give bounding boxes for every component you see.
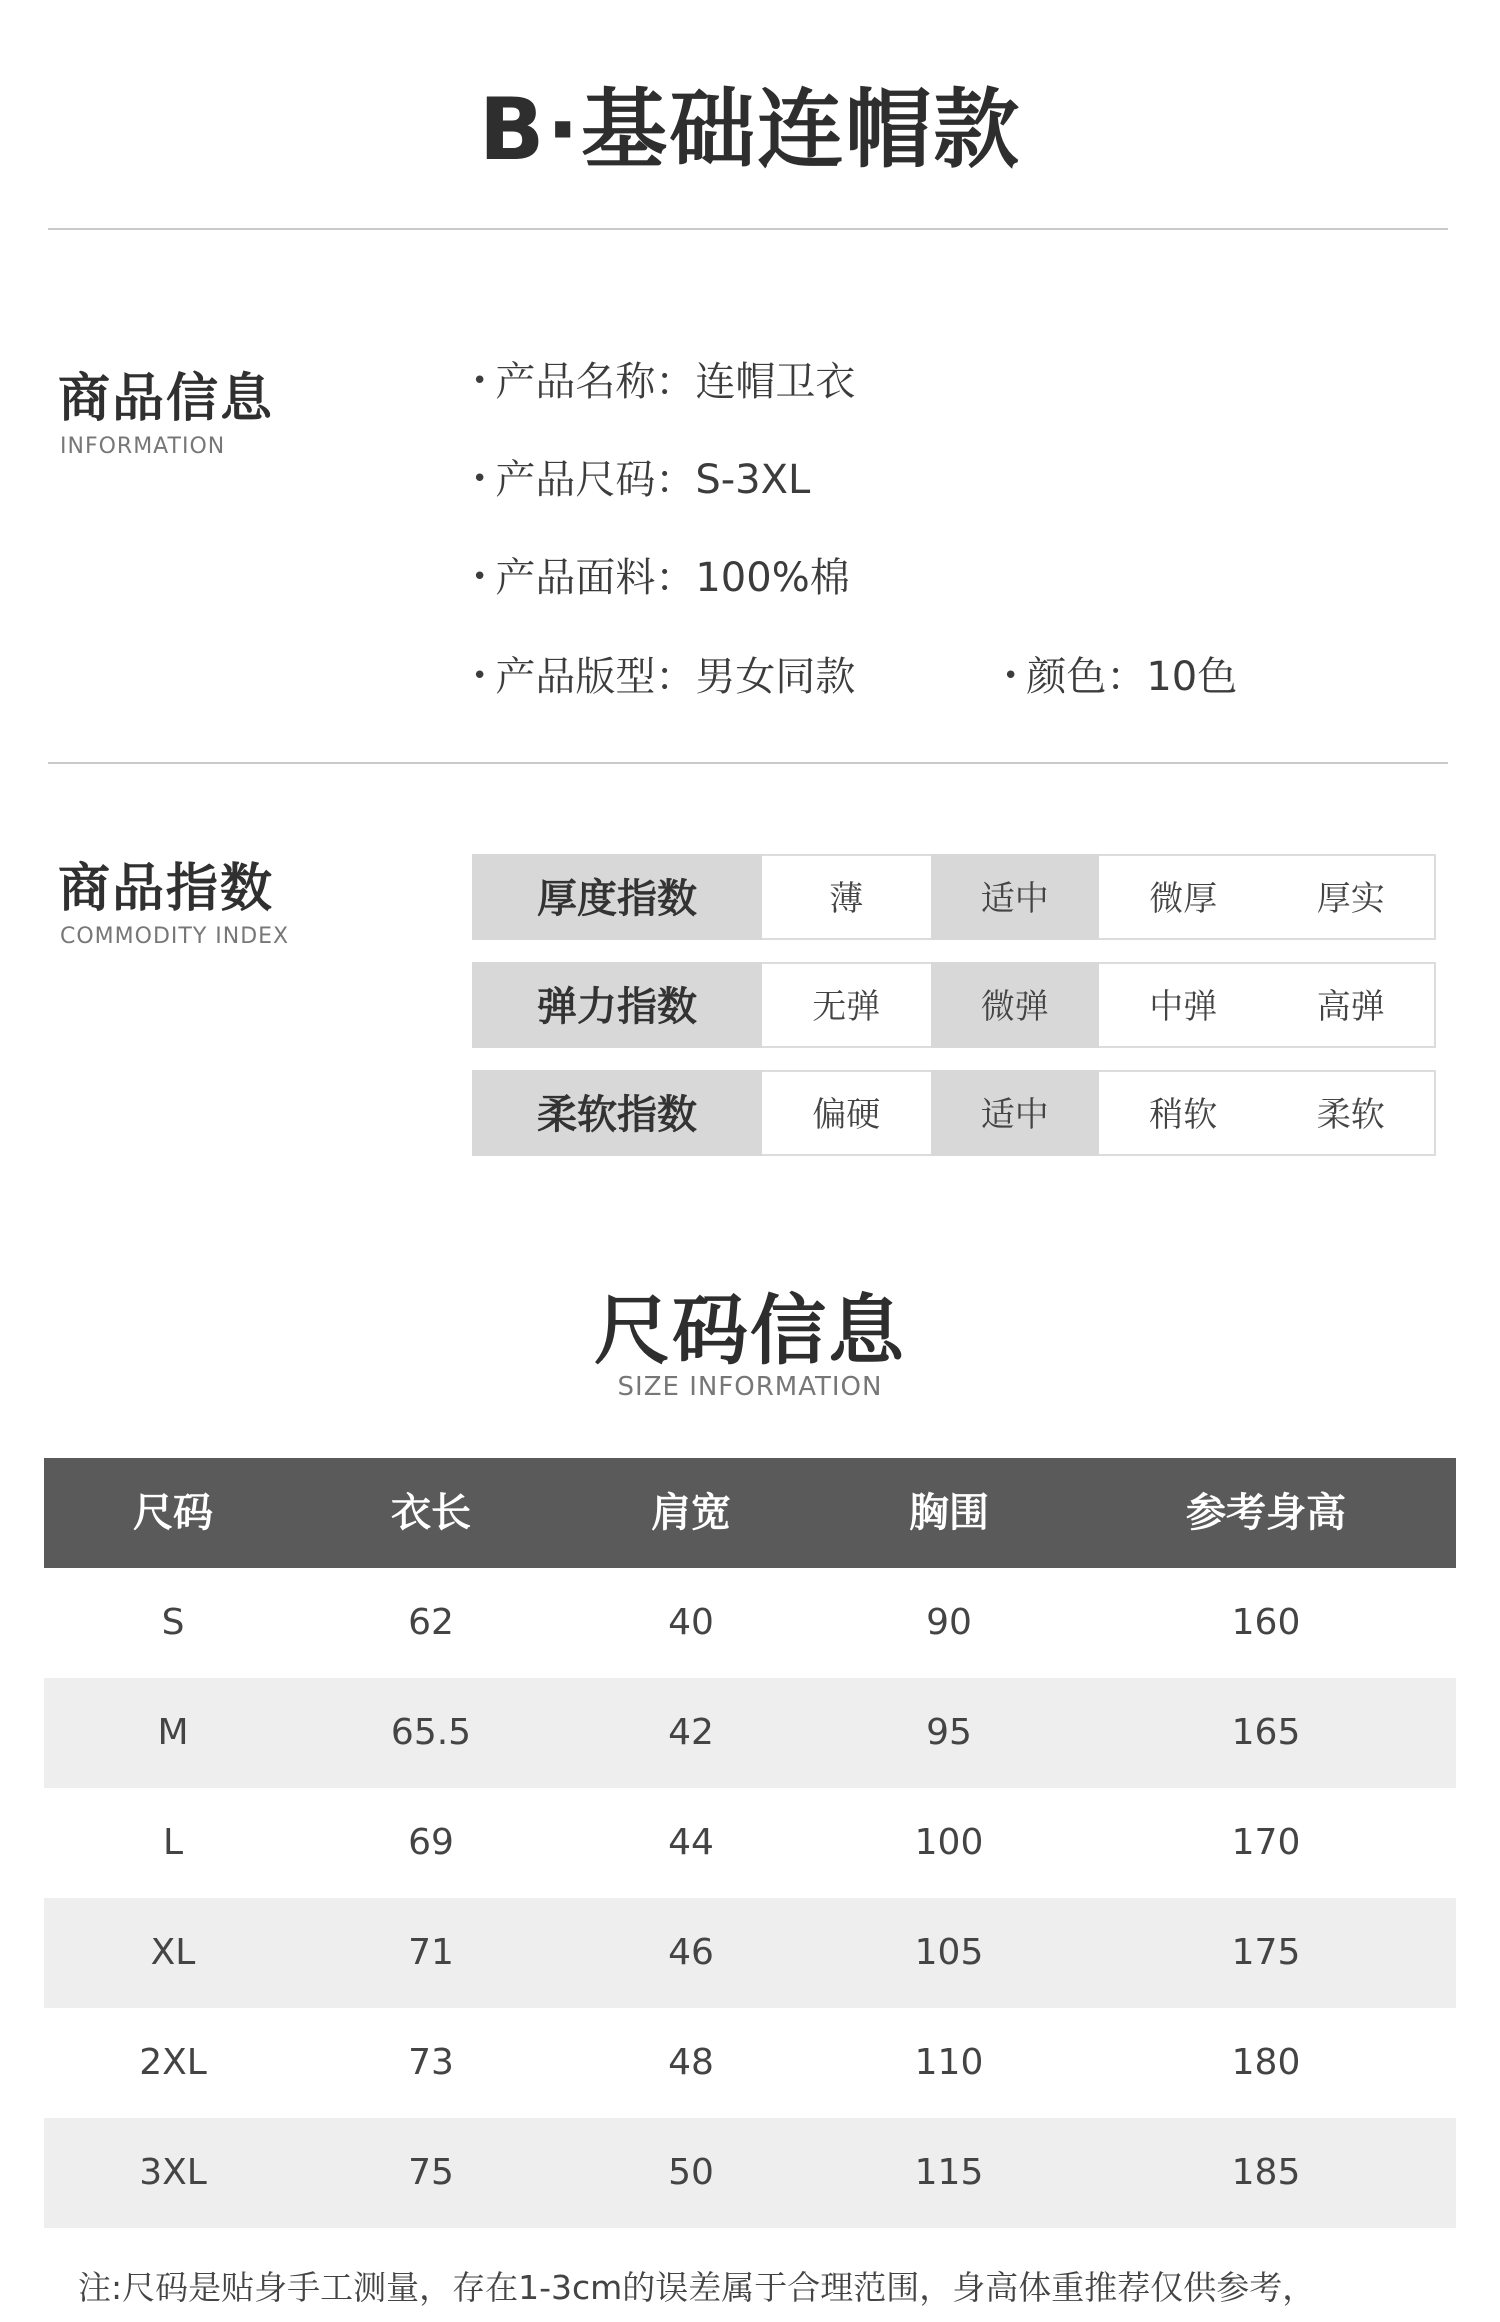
table-row xyxy=(44,1898,1456,2008)
table-row xyxy=(44,2118,1456,2228)
column-header: 肩宽 xyxy=(651,1490,731,1536)
size-table-body xyxy=(44,1568,1456,2228)
divider xyxy=(48,762,1448,764)
info-item-color: • 颜色：10色 xyxy=(1003,654,1238,700)
table-cell: M xyxy=(157,1712,189,1753)
table-cell: 115 xyxy=(914,2152,984,2193)
table-cell: 75 xyxy=(408,2152,454,2193)
bullet-icon: • xyxy=(472,661,488,691)
section-subheading-size: SIZE INFORMATION xyxy=(617,1372,883,1402)
index-option: 稍软 xyxy=(1099,1070,1268,1156)
index-option-selected: 适中 xyxy=(931,854,1100,940)
bullet-icon: • xyxy=(472,366,488,396)
table-cell: 170 xyxy=(1231,1822,1301,1863)
size-note: 注:尺码是贴身手工测量，存在1-3cm的误差属于合理范围，身高体重推荐仅供参考， xyxy=(78,2268,1316,2307)
table-cell: 65.5 xyxy=(390,1712,472,1753)
table-cell: 46 xyxy=(668,1932,714,1973)
table-cell: XL xyxy=(150,1932,196,1973)
section-subheading-information: INFORMATION xyxy=(60,434,226,459)
bullet-icon: • xyxy=(472,562,488,592)
size-table xyxy=(44,1458,1456,2228)
info-item-name: • 产品名称：连帽卫衣 xyxy=(472,359,856,405)
index-option: 厚实 xyxy=(1268,854,1437,940)
index-option: 偏硬 xyxy=(762,1070,931,1156)
table-cell: 95 xyxy=(926,1712,972,1753)
divider xyxy=(48,228,1448,230)
page-title: B·基础连帽款 xyxy=(478,80,1022,180)
table-row xyxy=(44,1678,1456,1788)
index-option: 高弹 xyxy=(1268,962,1437,1048)
index-row-label: 弹力指数 xyxy=(472,962,762,1048)
table-cell: 175 xyxy=(1231,1932,1301,1973)
bullet-icon: • xyxy=(472,464,488,494)
table-cell: 2XL xyxy=(139,2042,207,2083)
table-cell: 71 xyxy=(408,1932,454,1973)
table-cell: 180 xyxy=(1231,2042,1301,2083)
table-cell: 160 xyxy=(1231,1602,1301,1643)
table-cell: 44 xyxy=(668,1822,714,1863)
info-item-fabric: • 产品面料：100%棉 xyxy=(472,555,850,601)
index-option: 薄 xyxy=(762,854,931,940)
table-row xyxy=(44,2008,1456,2118)
column-header: 参考身高 xyxy=(1186,1490,1346,1536)
index-option-selected: 适中 xyxy=(931,1070,1100,1156)
table-cell: 100 xyxy=(914,1822,984,1863)
section-heading-commodity-index: 商品指数 xyxy=(58,859,275,919)
section-heading-information: 商品信息 xyxy=(58,369,275,429)
table-cell: 62 xyxy=(408,1602,454,1643)
bullet-icon: • xyxy=(1003,661,1019,691)
size-table-header xyxy=(44,1458,1456,1568)
table-cell: 3XL xyxy=(139,2152,207,2193)
index-option: 柔软 xyxy=(1268,1070,1437,1156)
table-cell: 50 xyxy=(668,2152,714,2193)
table-cell: 165 xyxy=(1231,1712,1301,1753)
table-cell: 73 xyxy=(408,2042,454,2083)
table-cell: 42 xyxy=(668,1712,714,1753)
section-subheading-commodity-index: COMMODITY INDEX xyxy=(60,924,290,949)
index-option-selected: 微弹 xyxy=(931,962,1100,1048)
index-option: 微厚 xyxy=(1099,854,1268,940)
table-cell: S xyxy=(161,1602,185,1643)
column-header: 尺码 xyxy=(133,1490,213,1536)
table-row xyxy=(44,1788,1456,1898)
table-cell: 48 xyxy=(668,2042,714,2083)
index-option: 中弹 xyxy=(1099,962,1268,1048)
index-option: 无弹 xyxy=(762,962,931,1048)
table-cell: 110 xyxy=(914,2042,984,2083)
table-cell: 90 xyxy=(926,1602,972,1643)
table-cell: 69 xyxy=(408,1822,454,1863)
column-header: 衣长 xyxy=(391,1490,471,1536)
table-cell: 40 xyxy=(668,1602,714,1643)
table-row xyxy=(44,1568,1456,1678)
column-header: 胸围 xyxy=(909,1490,989,1536)
section-heading-size: 尺码信息 xyxy=(594,1286,906,1375)
index-row-label: 厚度指数 xyxy=(472,854,762,940)
table-cell: L xyxy=(162,1822,184,1863)
index-row xyxy=(472,854,1436,940)
index-row xyxy=(472,1070,1436,1156)
info-item-fit: • 产品版型：男女同款 xyxy=(472,654,856,700)
index-row-label: 柔软指数 xyxy=(472,1070,762,1156)
info-item-size: • 产品尺码：S-3XL xyxy=(472,457,811,503)
index-row xyxy=(472,962,1436,1048)
table-cell: 105 xyxy=(914,1932,984,1973)
table-cell: 185 xyxy=(1231,2152,1301,2193)
